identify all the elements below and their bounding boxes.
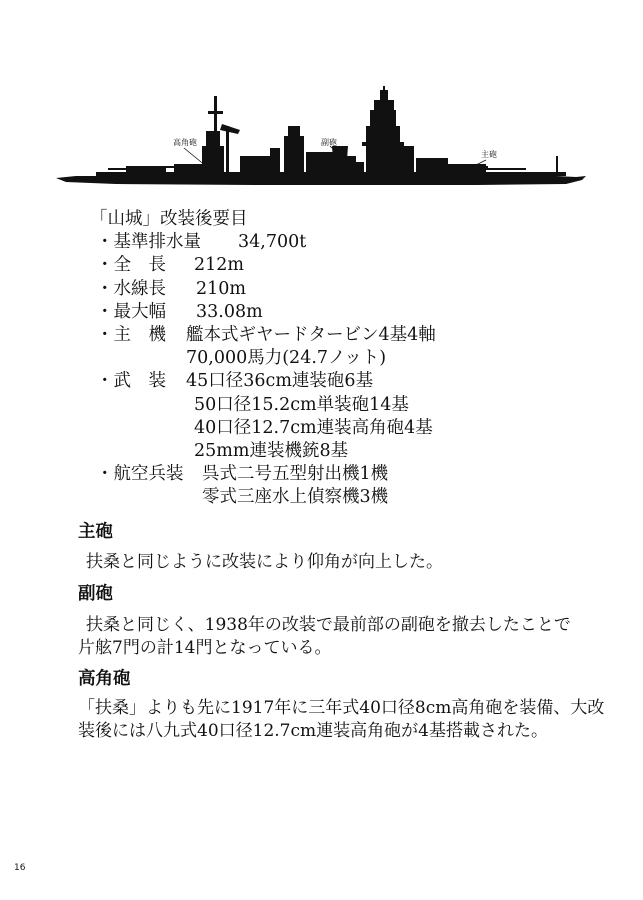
callout-main-gun: 主砲: [481, 150, 497, 159]
section-body-main-gun: [78, 551, 588, 574]
callout-aa-gun: 高角砲: [173, 138, 197, 147]
page-number: 16: [14, 863, 26, 873]
callout-secondary-gun: 副砲: [321, 138, 337, 147]
section-title-aa-gun: 高角砲: [78, 669, 131, 689]
body-line: 扶桑と同じく、1938年の改装で最前部の副砲を撤去したことで: [86, 615, 571, 635]
ship-silhouette: [56, 86, 586, 202]
body-line: 片舷7門の計14門となっている。: [78, 638, 332, 658]
section-title-main-gun: 主砲: [78, 522, 113, 542]
body-line: 「扶桑」よりも先に1917年に三年式40口径8cm高角砲を装備、大改: [78, 698, 605, 718]
section-title-secondary-gun: 副砲: [78, 584, 113, 604]
body-line: 装後には八九式40口径12.7cm連装高角砲が4基搭載された。: [78, 721, 548, 741]
body-line: 扶桑と同じように改装により仰角が向上した。: [86, 552, 443, 572]
section-body-secondary-gun: [78, 614, 588, 660]
section-body-aa-gun: [78, 697, 605, 743]
